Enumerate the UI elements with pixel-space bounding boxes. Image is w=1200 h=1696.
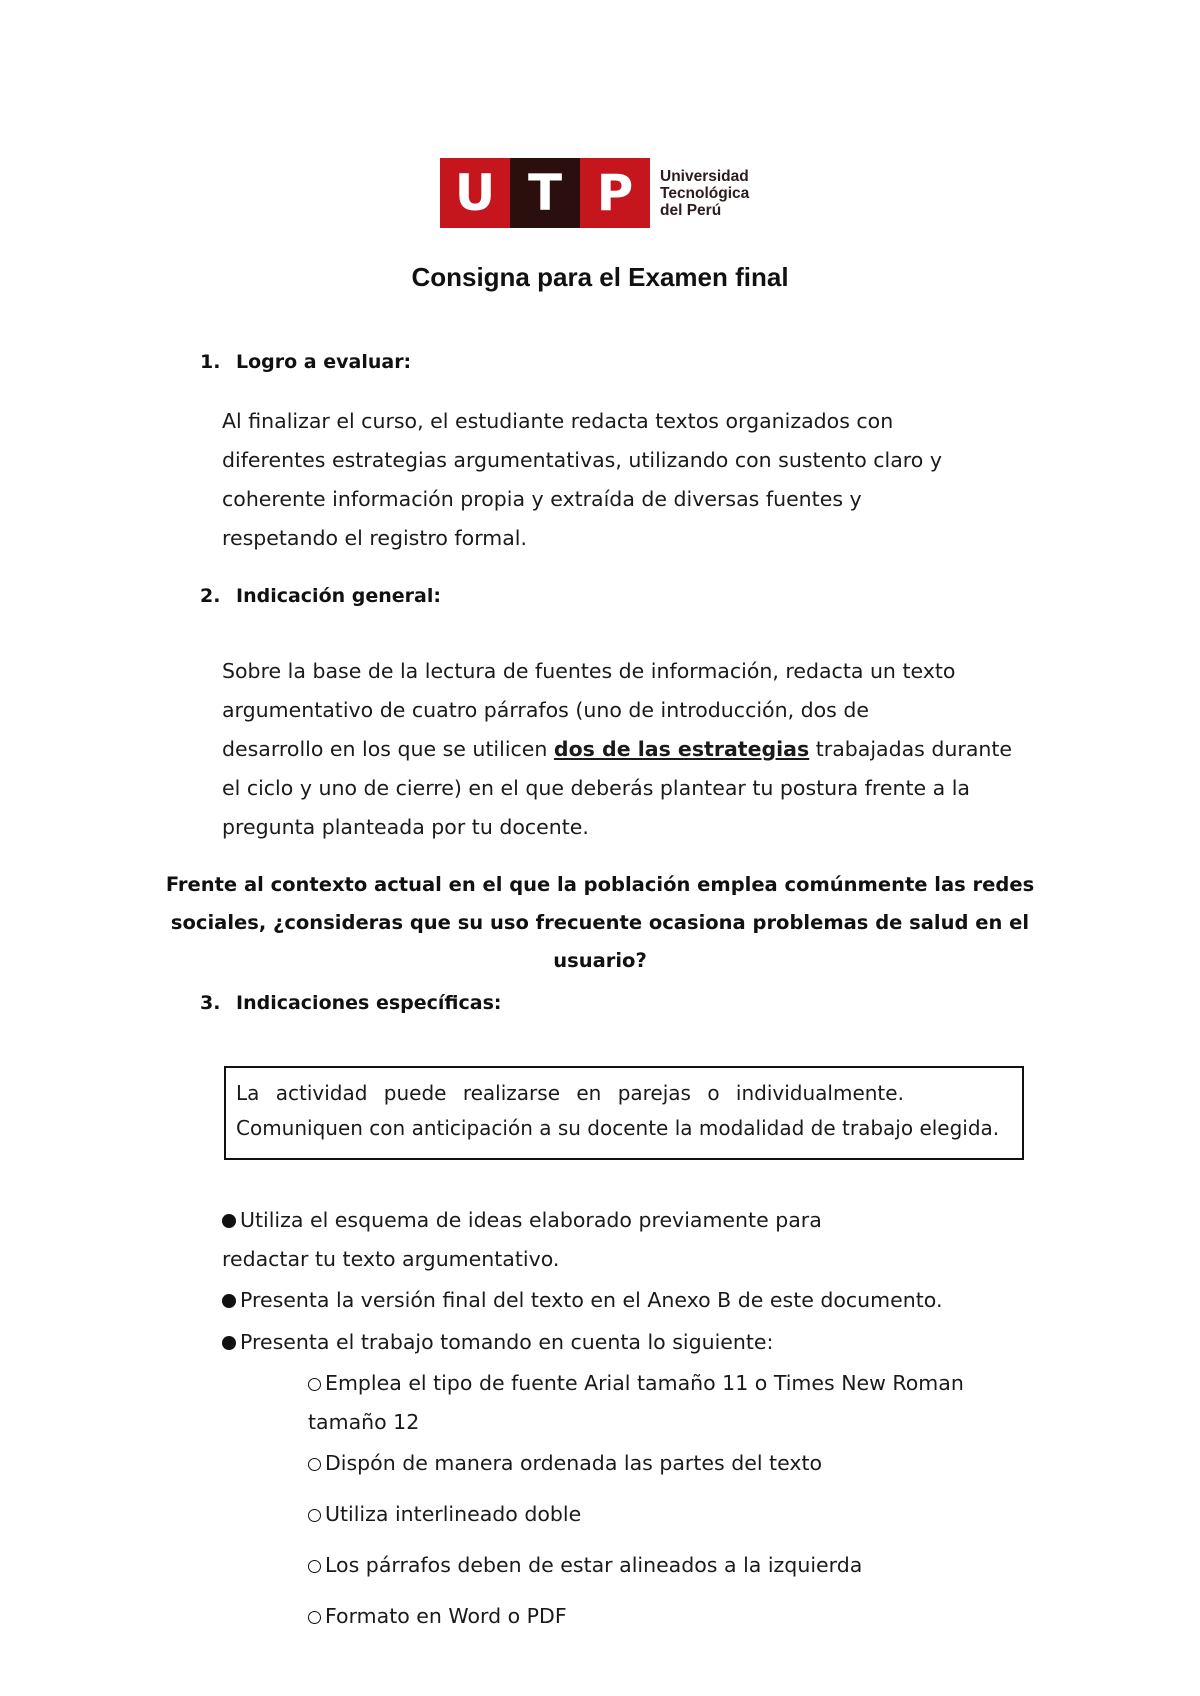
logo-wordmark <box>660 168 749 219</box>
bullet-icon <box>222 1214 236 1228</box>
paragraph-line: diferentes estrategias argumentativas, utilizando con sustento claro y <box>222 448 942 472</box>
section-heading-logro <box>200 351 411 373</box>
logo-text-line: Universidad <box>660 167 749 185</box>
sub-list-item <box>308 1596 567 1636</box>
sub-list-item <box>308 1363 964 1403</box>
utp-logo <box>440 158 749 228</box>
logo-letter-u: U <box>440 158 510 228</box>
paragraph-line: el ciclo y uno de cierre) en el que deberás plantear tu postura frente a la <box>222 776 970 800</box>
logo-letter-t: T <box>510 158 580 228</box>
line-text: desarrollo en los que se utilicen <box>222 737 554 761</box>
paragraph-line: coherente información propia y extraída de diversas fuentes y <box>222 487 862 511</box>
question-line: sociales, ¿consideras que su uso frecuente ocasiona problemas de salud en el <box>170 911 1030 934</box>
logo-text-line: del Perú <box>660 201 722 219</box>
circle-bullet-icon <box>308 1509 321 1522</box>
indicacion-paragraph <box>222 652 1042 847</box>
section-title: Indicación general: <box>236 585 441 607</box>
list-item-text: redactar tu texto argumentativo. <box>222 1247 560 1271</box>
logro-paragraph <box>222 402 1042 558</box>
section-number: 2. <box>200 585 221 607</box>
paragraph-line: respetando el registro formal. <box>222 526 528 550</box>
page-title: Consigna para el Examen final <box>411 262 789 292</box>
sub-list-item-text: Dispón de manera ordenada las partes del texto <box>325 1451 823 1475</box>
list-item <box>222 1322 773 1362</box>
sub-list-item-text: Emplea el tipo de fuente Arial tamaño 11 o Times New Roman <box>325 1371 964 1395</box>
list-item <box>222 1200 822 1240</box>
circle-bullet-icon <box>308 1378 321 1391</box>
section-number: 3. <box>200 992 221 1014</box>
box-line: La actividad puede realizarse en parejas o individualmente. <box>236 1081 904 1105</box>
paragraph-line: argumentativo de cuatro párrafos (uno de introducción, dos de <box>222 698 869 722</box>
section-heading-especificas <box>200 992 502 1014</box>
underlined-emphasis: dos de las estrategias <box>553 737 810 761</box>
sub-list-item-continuation <box>308 1402 419 1442</box>
section-title: Indicaciones específicas: <box>236 992 502 1014</box>
modality-note-box <box>224 1066 1024 1160</box>
list-item <box>222 1280 943 1320</box>
question-line: Frente al contexto actual en el que la población emplea comúnmente las redes <box>165 873 1035 896</box>
sub-list-item <box>308 1494 581 1534</box>
list-item-text: Presenta la versión final del texto en el Anexo B de este documento. <box>240 1288 943 1312</box>
circle-bullet-icon <box>308 1560 321 1573</box>
logo-letter-p: P <box>580 158 650 228</box>
list-item-text: Utiliza el esquema de ideas elaborado previamente para <box>240 1208 822 1232</box>
exam-question <box>140 866 1060 980</box>
section-heading-indicacion <box>200 585 441 607</box>
paragraph-line: Sobre la base de la lectura de fuentes de información, redacta un texto <box>222 659 956 683</box>
box-line: Comuniquen con anticipación a su docente la modalidad de trabajo elegida. <box>236 1116 1000 1140</box>
line-text: trabajadas durante <box>809 737 1013 761</box>
list-item-continuation <box>222 1239 559 1279</box>
sub-list-item <box>308 1443 822 1483</box>
logo-letters <box>440 158 650 228</box>
sub-list-item <box>308 1545 862 1585</box>
circle-bullet-icon <box>308 1611 321 1624</box>
bullet-icon <box>222 1336 236 1350</box>
sub-list-item-text: Los párrafos deben de estar alineados a la izquierda <box>325 1553 863 1577</box>
sub-list-item-text: tamaño 12 <box>308 1410 420 1434</box>
paragraph-line <box>222 730 1042 769</box>
logo-text-line: Tecnológica <box>660 184 750 202</box>
paragraph-line: Al finalizar el curso, el estudiante redacta textos organizados con <box>222 409 894 433</box>
list-item-text: Presenta el trabajo tomando en cuenta lo siguiente: <box>240 1330 774 1354</box>
sub-list-item-text: Formato en Word o PDF <box>325 1604 567 1628</box>
sub-list-item-text: Utiliza interlineado doble <box>325 1502 582 1526</box>
paragraph-line: pregunta planteada por tu docente. <box>222 815 589 839</box>
circle-bullet-icon <box>308 1458 321 1471</box>
section-number: 1. <box>200 351 221 373</box>
bullet-icon <box>222 1294 236 1308</box>
section-title: Logro a evaluar: <box>236 351 412 373</box>
question-line: usuario? <box>553 949 647 972</box>
